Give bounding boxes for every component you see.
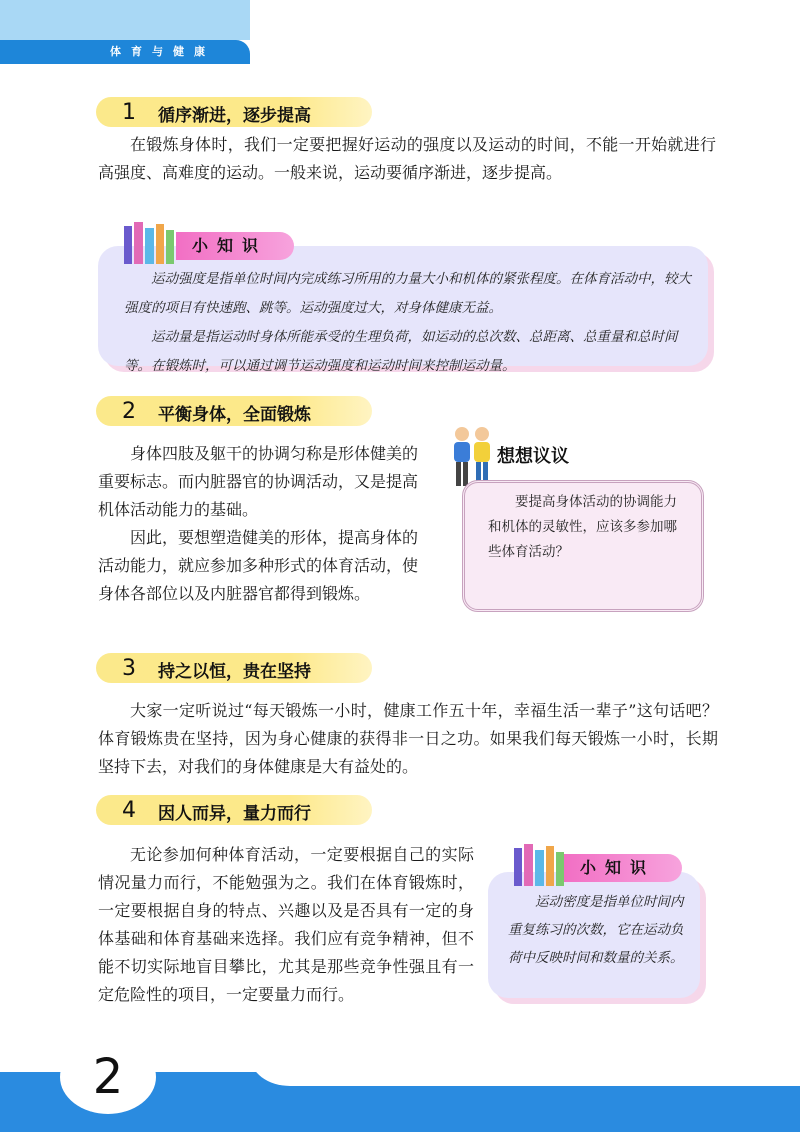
- section-4-paragraph: 无论参加何种体育活动，一定要根据自己的实际情况量力而行，不能勉强为之。我们在体育锻炼时，一定要根据自身的特点、兴趣以及是否具有一定的身体基础和体育基础来选择。我们应有竞争精神，但不能不切实际地盲目攀比，尤其是那些竞争性强且有一定危险性的项目，一定要量力而行。: [98, 845, 474, 1004]
- section-title: 持之以恒，贵在坚持: [158, 662, 311, 682]
- section-title: 平衡身体，全面锻炼: [158, 405, 311, 425]
- section-1-paragraph: 在锻炼身体时，我们一定要把握好运动的强度以及运动的时间，不能一开始就进行高强度、高难度的运动。一般来说，运动要循序渐进，逐步提高。: [98, 135, 716, 182]
- page-number: 2: [60, 1040, 156, 1114]
- think-text: 要提高身体活动的协调能力和机体的灵敏性，应该多参加哪些体育活动？: [488, 494, 677, 560]
- section-title: 循序渐进，逐步提高: [158, 106, 311, 126]
- books-icon: [512, 842, 568, 886]
- section-2-paragraph-1: 身体四肢及躯干的协调匀称是形体健美的重要标志。而内脏器官的协调活动，又是提高机体活动能力的基础。: [98, 444, 419, 519]
- section-2-paragraph-2: 因此，要想塑造健美的形体，提高身体的活动能力，就应参加多种形式的体育活动，使身体各部位以及内脏器官都得到锻炼。: [98, 528, 419, 603]
- header-light-band: [0, 0, 250, 40]
- running-header: 体育与健康: [0, 40, 250, 64]
- knowledge-2-text: 运动密度是指单位时间内重复练习的次数，它在运动负荷中反映时间和数量的关系。: [508, 894, 684, 966]
- knowledge-1-paragraph-1: 运动强度是指单位时间内完成练习所用的力量大小和机体的紧张程度。在体育活动中，较大强度的项目有快速跑、跳等。运动强度过大，对身体健康无益。: [124, 271, 691, 316]
- books-icon: [122, 220, 178, 264]
- section-1-heading: [96, 97, 372, 127]
- section-3-paragraph: 大家一定听说过“每天锻炼一小时，健康工作五十年，幸福生活一辈子”这句话吧？体育锻炼贵在坚持，因为身心健康的获得非一日之功。如果我们每天锻炼一小时，长期坚持下去，对我们的身体健康是大有益处的。: [98, 701, 718, 776]
- section-number: 3: [122, 656, 136, 681]
- section-number: 1: [122, 100, 136, 125]
- footer-wave: [250, 1052, 800, 1086]
- section-title: 因人而异，量力而行: [158, 804, 311, 824]
- knowledge-label: 小知识: [564, 854, 682, 882]
- section-2-heading: [96, 396, 372, 426]
- section-number: 2: [122, 399, 136, 424]
- section-4-heading: [96, 795, 372, 825]
- think-title: 想想议议: [497, 446, 569, 467]
- section-number: 4: [122, 798, 136, 823]
- knowledge-1-paragraph-2: 运动量是指运动时身体所能承受的生理负荷，如运动的总次数、总距离、总重量和总时间等。在锻炼时，可以通过调节运动强度和运动时间来控制运动量。: [124, 329, 678, 374]
- section-3-heading: [96, 653, 372, 683]
- knowledge-label: 小知识: [176, 232, 294, 260]
